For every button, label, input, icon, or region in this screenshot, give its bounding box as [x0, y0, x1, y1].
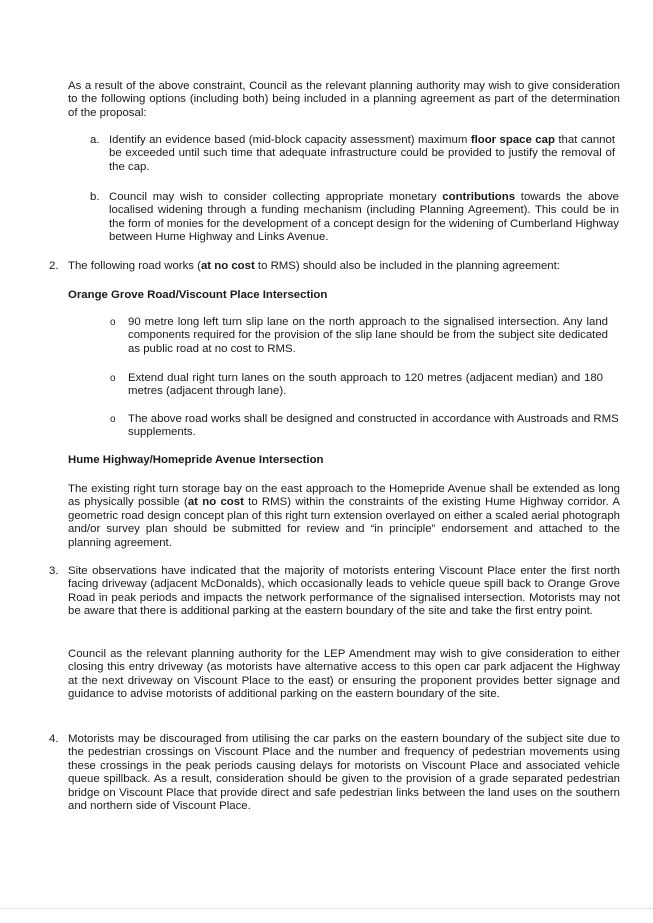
- orange-grove-heading: Orange Grove Road/Viscount Place Intersection: [68, 289, 328, 301]
- bullet-2-marker: o: [110, 373, 116, 384]
- item-4-paragraph: Motorists may be discouraged from utilising the car parks on the eastern boundary of the subject site due to the pedestrian crossings on Viscount Place and the number and frequency of pedestrian movements using these crossings in the peak periods causing delays for motorists on Viscount Place and associated vehicle queue spillback. As a result, consideration should be given to the provision of a grade separated pedestrian bridge on Viscount Place that provide direct and safe pedestrian links between the land uses on the southern and northern side of Viscount Place.: [68, 733, 620, 813]
- bullet-1-text: 90 metre long left turn slip lane on the north approach to the signalised intersection. Any land components required for the provision of the slip lane should be from the subject site dedicated as public road at no cost to RMS.: [128, 316, 608, 355]
- item-2-marker: 2.: [49, 260, 59, 272]
- item-3-marker: 3.: [49, 565, 59, 577]
- item-2-intro: The following road works (at no cost to RMS) should also be included in the planning agreement:: [68, 260, 560, 272]
- intro-paragraph: As a result of the above constraint, Council as the relevant planning authority may wish to give consideration to the following options (including both) being included in a planning agreement as part of the determination of the proposal:: [68, 80, 620, 119]
- at-no-cost-emphasis-2: at no cost: [187, 496, 244, 509]
- hume-highway-heading: Hume Highway/Homepride Avenue Intersection: [68, 454, 324, 466]
- at-no-cost-emphasis: at no cost: [200, 260, 255, 272]
- option-b-marker: b.: [90, 191, 100, 203]
- item-3-paragraph-1: Site observations have indicated that the majority of motorists entering Viscount Place enter the first north facing driveway (adjacent McDonalds), which occasionally leads to vehicle queue spill back to Orange Grove Road in peak periods and impacts the network performance of the signalised intersection. Motorists may not be aware that there is additional parking at the eastern boundary of the site and take the first entry point.: [68, 565, 620, 618]
- option-a-marker: a.: [90, 134, 100, 146]
- option-a-text: Identify an evidence based (mid-block capacity assessment) maximum floor space cap that cannot be exceeded until such time that adequate infrastructure could be provided to justify the removal of the cap.: [109, 134, 616, 173]
- scan-edge-divider: [0, 908, 653, 915]
- floor-space-cap-emphasis: floor space cap: [470, 134, 555, 146]
- item-4-marker: 4.: [49, 733, 59, 745]
- bullet-3-marker: o: [110, 414, 116, 425]
- option-b-text: Council may wish to consider collecting appropriate monetary contributions towards the above localised widening through a funding mechanism (including Planning Agreement). This could be in the form of monies for the development of a concept design for the widening of Cumberland Highway between Hume Highway and Links Avenue.: [109, 191, 620, 244]
- contributions-emphasis: contributions: [442, 191, 516, 203]
- hume-highway-paragraph: The existing right turn storage bay on the east approach to the Homepride Avenue shall be extended as long as physically possible (at no cost to RMS) within the constraints of the existing Hume Highway corridor. A geometric road design concept plan of this right turn extension overlayed on either a scaled aerial photograph and/or survey plan should be submitted for review and “in principle” endorsement and attached to the planning agreement.: [68, 483, 620, 549]
- item-3-paragraph-2: Council as the relevant planning authority for the LEP Amendment may wish to give consideration to either closing this entry driveway (as motorists have alternative access to this open car park adjacent the Highway at the next driveway on Viscount Place to the east) or ensuring the proponent provides better signage and guidance to advise motorists of additional parking on the eastern boundary of the site.: [68, 648, 620, 701]
- bullet-1-marker: o: [110, 317, 116, 328]
- bullet-2-text: Extend dual right turn lanes on the south approach to 120 metres (adjacent median) and 180 metres (adjacent through lane).: [128, 372, 603, 398]
- bullet-3-text: The above road works shall be designed and constructed in accordance with Austroads and RMS supplements.: [128, 413, 619, 439]
